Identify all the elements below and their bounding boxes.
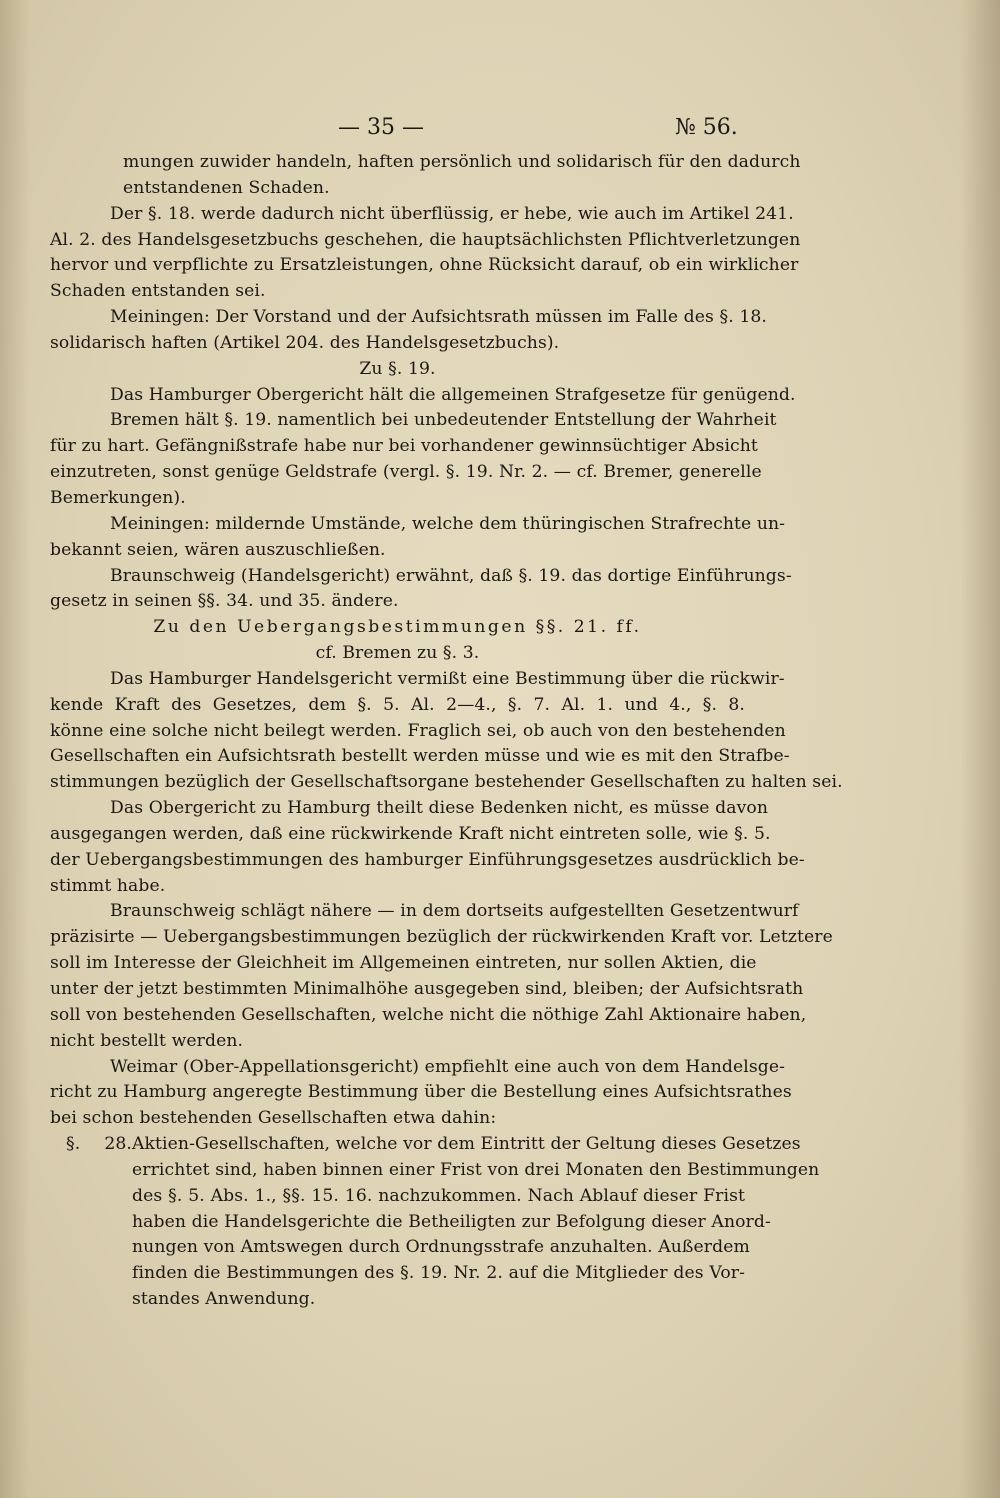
text-line: haben die Handelsgerichte die Betheiligten zur Befolgung dieser Anord-	[132, 1211, 771, 1232]
text-line: Meiningen: mildernde Umstände, welche dem thüringischen Strafrechte un-	[110, 513, 786, 534]
text-line: finden die Bestimmungen des §. 19. Nr. 2. auf die Mitglieder des Vor-	[132, 1263, 745, 1284]
text-line: für zu hart. Gefängnißstrafe habe nur bei vorhandener gewinnsüchtiger Absicht	[50, 436, 758, 457]
text-line: Schaden entstanden sei.	[50, 281, 266, 302]
page-number: — 35 —	[338, 115, 424, 140]
text-line: ausgegangen werden, daß eine rückwirkende Kraft nicht eintreten solle, wie §. 5.	[50, 823, 771, 844]
text-line: stimmt habe.	[50, 875, 166, 896]
text-line: Al. 2. des Handelsgesetzbuchs geschehen, die hauptsächlichsten Pflichtverletzungen	[50, 229, 801, 250]
text-line: Gesellschaften ein Aufsichtsrath bestellt werden müsse und wie es mit den Strafbe-	[50, 746, 790, 767]
text-line: Meiningen: Der Vorstand und der Aufsichtsrath müssen im Falle des §. 18.	[110, 307, 767, 328]
text-line: Das Hamburger Handelsgericht vermißt eine Bestimmung über die rückwir-	[110, 668, 785, 689]
text-line: Bremen hält §. 19. namentlich bei unbedeutender Entstellung der Wahrheit	[110, 410, 777, 431]
text-line: gesetz in seinen §§. 34. und 35. ändere.	[50, 591, 399, 612]
text-line: soll im Interesse der Gleichheit im Allgemeinen eintreten, nur sollen Aktien, die	[50, 953, 757, 974]
text-line: Braunschweig (Handelsgericht) erwähnt, daß §. 19. das dortige Einführungs-	[110, 565, 792, 586]
text-line: einzutreten, sonst genüge Geldstrafe (vergl. §. 19. Nr. 2. — cf. Bremer, generelle	[50, 462, 762, 483]
text-line: soll von bestehenden Gesellschaften, welche nicht die nöthige Zahl Aktionaire haben,	[50, 1004, 807, 1025]
text-line: stimmungen bezüglich der Gesellschaftsorgane bestehender Gesellschaften zu halten sei.	[50, 772, 843, 793]
text-line: bei schon bestehenden Gesellschaften etwa dahin:	[50, 1108, 497, 1129]
section-heading: Zu §. 19.	[359, 358, 436, 379]
text-line: standes Anwendung.	[132, 1289, 316, 1310]
text-line: präzisirte — Uebergangsbestimmungen bezüglich der rückwirkenden Kraft vor. Letztere	[50, 927, 833, 948]
text-line: Das Hamburger Obergericht hält die allgemeinen Strafgesetze für genügend.	[110, 384, 796, 405]
text-line: Aktien-Gesellschaften, welche vor dem Eintritt der Geltung dieses Gesetzes	[132, 1134, 801, 1155]
text-line: solidarisch haften (Artikel 204. des Handelsgesetzbuchs).	[50, 332, 560, 353]
text-line: Bemerkungen).	[50, 487, 186, 508]
section-heading: Zu den Uebergangsbestimmungen §§. 21. ff.	[153, 617, 642, 638]
text-line: richt zu Hamburg angeregte Bestimmung über die Bestellung eines Aufsichtsrathes	[50, 1082, 792, 1103]
text-line: des §. 5. Abs. 1., §§. 15. 16. nachzukommen. Nach Ablauf dieser Frist	[132, 1185, 745, 1206]
text-line: errichtet sind, haben binnen einer Frist von drei Monaten den Bestimmungen	[132, 1159, 820, 1180]
text-line: unter der jetzt bestimmten Minimalhöhe ausgegeben sind, bleiben; der Aufsichtsrath	[50, 979, 804, 999]
text-line: Weimar (Ober-Appellationsgericht) empfiehlt eine auch von dem Handelsge-	[110, 1056, 786, 1077]
paragraph-28-first-line	[50, 1132, 801, 1158]
text-line: kende Kraft des Gesetzes, dem §. 5. Al. 2—4., §. 7. Al. 1. und 4., §. 8.	[50, 694, 745, 715]
text-line: mungen zuwider handeln, haften persönlich und solidarisch für den dadurch	[123, 152, 801, 172]
paragraph-label: §. 28.	[66, 1134, 132, 1155]
text-line: der Uebergangsbestimmungen des hamburger Einführungsgesetzes ausdrücklich be-	[50, 849, 805, 870]
text-line: könne eine solche nicht beilegt werden. Fraglich sei, ob auch von den bestehenden	[50, 720, 786, 741]
text-line: bekannt seien, wären auszuschließen.	[50, 539, 386, 560]
section-subheading: cf. Bremen zu §. 3.	[315, 643, 480, 664]
text-line: nicht bestellt werden.	[50, 1030, 244, 1051]
text-line: Braunschweig schlägt nähere — in dem dortseits aufgestellten Gesetzentwurf	[110, 901, 799, 922]
text-line: nungen von Amtswegen durch Ordnungsstrafe anzuhalten. Außerdem	[132, 1237, 750, 1258]
text-line: Der §. 18. werde dadurch nicht überflüssig, er hebe, wie auch im Artikel 241.	[110, 203, 794, 224]
page-header	[0, 115, 1000, 149]
document-body	[50, 150, 843, 1313]
text-line: hervor und verpflichte zu Ersatzleistungen, ohne Rücksicht darauf, ob ein wirklicher	[50, 255, 799, 276]
text-line: Das Obergericht zu Hamburg theilt diese Bedenken nicht, es müsse davon	[110, 798, 768, 819]
text-line: entstandenen Schaden.	[123, 177, 330, 198]
document-number: № 56.	[675, 115, 738, 140]
